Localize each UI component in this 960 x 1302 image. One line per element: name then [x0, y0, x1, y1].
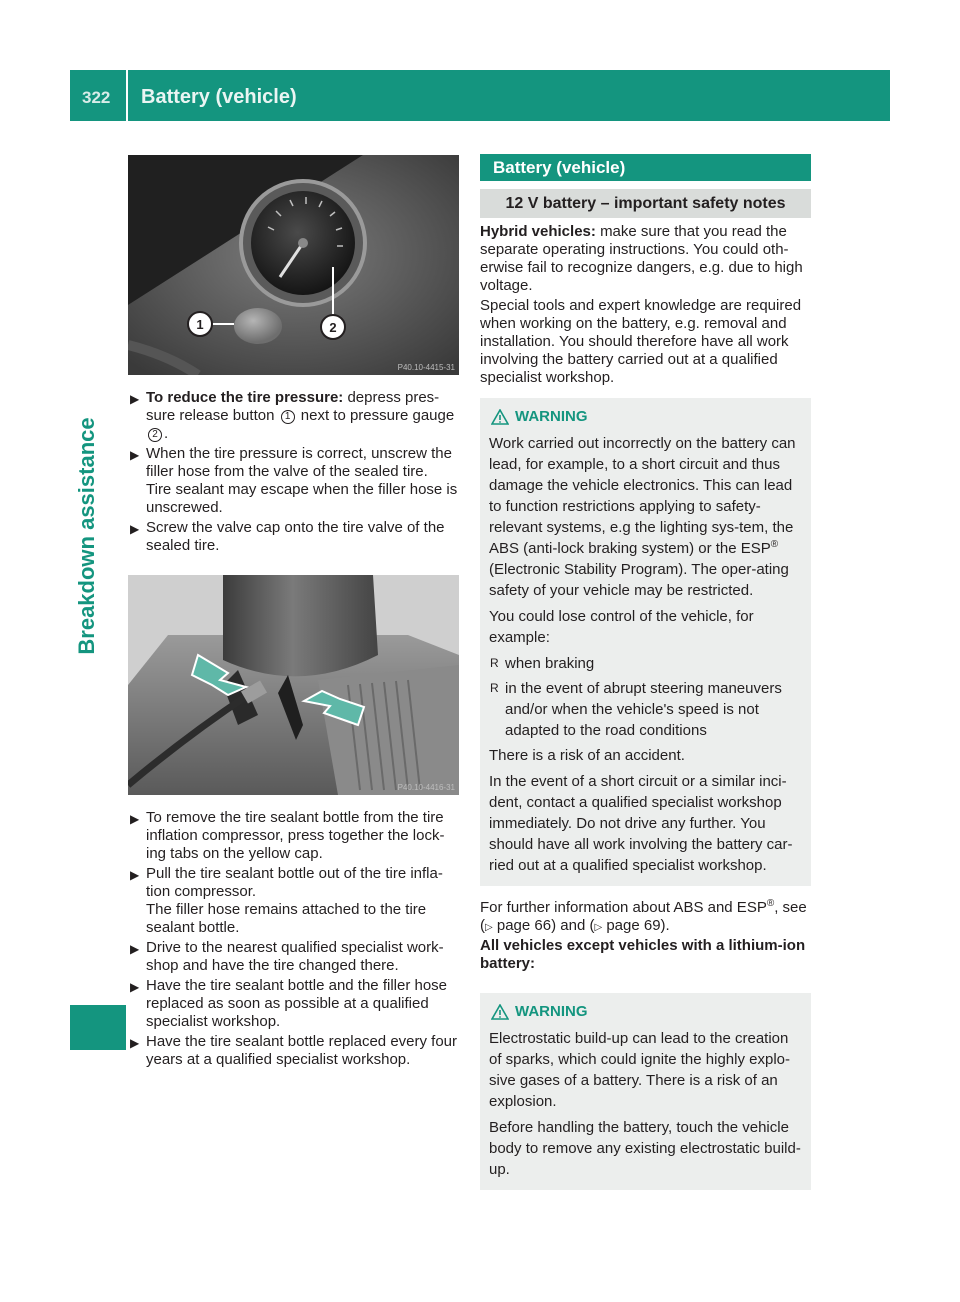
bullet-marker-icon: R: [490, 656, 499, 670]
warning-text: Work carried out incorrectly on the battery can lead, for example, to a short circuit and thus damage the vehicle electronics. This can lead to function restrictions applying to safety-relevant systems, e.g the lighting sys-tem, the ABS (anti-lock braking system) or the ESP: [489, 435, 796, 557]
step-bold-label: To reduce the tire pressure:: [146, 389, 344, 406]
figure-sealant-bottle: [128, 575, 459, 795]
warning-triangle-icon: [491, 409, 509, 425]
side-title-text: Breakdown assistance: [74, 417, 99, 655]
page-link-69[interactable]: page 69).: [606, 917, 670, 934]
bullet-text: in the event of abrupt steering maneuvers and/or when the vehicle's speed is not adapted to the road conditions: [505, 680, 782, 739]
warning-paragraph: You could lose control of the vehicle, for example:: [489, 608, 754, 646]
warning-paragraph: In the event of a short circuit or a similar inci-dent, contact a qualified specialist workshop immediately. Do not drive any further. You should have all work involving the battery car-ried out at a qualified specialist workshop.: [489, 773, 793, 874]
step-note: Tire sealant may escape when the filler hose is unscrewed.: [146, 481, 458, 516]
pressure-gauge-illustration: [128, 155, 459, 375]
step-arrow-icon: ▶: [130, 868, 140, 882]
special-tools-paragraph: Special tools and expert knowledge are required when working on the battery, e.g. removal and installation. You should therefore have all work involving the battery carried out at a qualified specialist workshop.: [480, 297, 802, 386]
gauge-callout-1: 1: [196, 317, 204, 332]
step-text: Pull the tire sealant bottle out of the tire infla-tion compressor.: [146, 865, 443, 900]
left-column-lower: [130, 809, 460, 1071]
step-text: To remove the tire sealant bottle from the tire inflation compressor, press together the lock-ing tabs on the yellow cap.: [146, 809, 445, 862]
step-text: Have the tire sealant bottle and the filler hose replaced as soon as possible at a qualified specialist workshop.: [146, 977, 448, 1030]
step-arrow-icon: ▶: [130, 812, 140, 826]
page-ref-arrow-icon: ▷: [485, 922, 493, 933]
further-info-paragraph: [480, 899, 811, 937]
side-tab-marker: [70, 1005, 126, 1050]
step-text: Drive to the nearest qualified specialist work-shop and have the tire changed there.: [146, 939, 444, 974]
step-unscrew-hose: [130, 445, 460, 517]
warning-paragraph: [489, 433, 802, 601]
figure-code: P40.10-4415-31: [397, 363, 455, 372]
warning-triangle-icon: [491, 1004, 509, 1020]
registered-mark: ®: [766, 898, 775, 909]
section-title: Battery (vehicle): [480, 154, 811, 181]
bullet-marker-icon: R: [490, 681, 499, 695]
lithium-heading: All vehicles except vehicles with a lithium-ion battery:: [480, 937, 806, 972]
figure-pressure-gauge: [128, 155, 459, 375]
hybrid-text: make sure that you read the separate operating instructions. You could oth-erwise fail to recognize dangers, e.g. due to high voltage.: [480, 223, 803, 294]
warning-label: WARNING: [515, 408, 588, 425]
warning-box-battery: [480, 398, 811, 886]
callout-ref-2: 2: [148, 428, 162, 442]
warning-text: (Electronic Stability Program). The oper-ating safety of your vehicle may be restricted.: [489, 561, 789, 599]
step-valve-cap: [130, 519, 460, 555]
step-note: The filler hose remains attached to the tire sealant bottle.: [146, 901, 427, 936]
step-pull-bottle: [130, 865, 460, 937]
step-arrow-icon: ▶: [130, 448, 140, 462]
warning-header: [489, 406, 802, 427]
left-column-upper: [130, 389, 460, 557]
step-reduce-pressure: [130, 389, 460, 443]
step-replace-bottle-hose: [130, 977, 460, 1031]
warning-bullet: [489, 653, 802, 674]
warning-bullet: [489, 678, 802, 741]
step-replace-four-years: [130, 1033, 460, 1069]
step-arrow-icon: ▶: [130, 522, 140, 536]
step-text: Have the tire sealant bottle replaced every four years at a qualified specialist workshop.: [146, 1033, 458, 1068]
subsection-title: 12 V battery – important safety notes: [480, 189, 811, 218]
step-arrow-icon: ▶: [130, 1036, 140, 1050]
right-column: [480, 154, 811, 1190]
step-arrow-icon: ▶: [130, 392, 140, 406]
warning-paragraph: Before handling the battery, touch the vehicle body to remove any existing electrostatic build-up.: [489, 1119, 801, 1178]
further-info-text: , see (: [480, 899, 807, 934]
callout-ref-1: 1: [281, 410, 295, 424]
hybrid-paragraph: [480, 223, 811, 295]
page-number: 322: [82, 88, 111, 107]
sealant-bottle-illustration: [128, 575, 459, 795]
header-divider: [126, 70, 128, 121]
step-text: .: [164, 425, 169, 442]
step-text: Screw the valve cap onto the tire valve of the sealed tire.: [146, 519, 445, 554]
warning-label: WARNING: [515, 1003, 588, 1020]
hybrid-label: Hybrid vehicles:: [480, 223, 596, 240]
step-drive-workshop: [130, 939, 460, 975]
step-remove-bottle: [130, 809, 460, 863]
warning-box-electrostatic: [480, 993, 811, 1190]
registered-mark: ®: [770, 539, 779, 550]
warning-paragraph: There is a risk of an accident.: [489, 747, 685, 764]
step-arrow-icon: ▶: [130, 942, 140, 956]
figure-code: P40.10-4416-31: [397, 783, 455, 792]
bullet-text: when braking: [505, 655, 595, 672]
header-title: Battery (vehicle): [141, 86, 297, 108]
page-ref-arrow-icon: ▷: [594, 922, 603, 933]
step-text: next to pressure gauge: [300, 407, 455, 424]
warning-paragraph: Electrostatic build-up can lead to the creation of sparks, which could ignite the highly explo-sive gases of a battery. There is a risk of an explosion.: [489, 1030, 790, 1110]
step-text: When the tire pressure is correct, unscrew the filler hose from the valve of the sealed tire.: [146, 445, 452, 480]
further-info-text: For further information about ABS and ESP: [480, 899, 767, 916]
gauge-callout-2: 2: [329, 320, 337, 335]
step-arrow-icon: ▶: [130, 980, 140, 994]
page-link-66[interactable]: page 66) and (: [496, 917, 595, 934]
warning-header: [489, 1001, 802, 1022]
step-text: depress pres-sure release button: [146, 389, 440, 424]
